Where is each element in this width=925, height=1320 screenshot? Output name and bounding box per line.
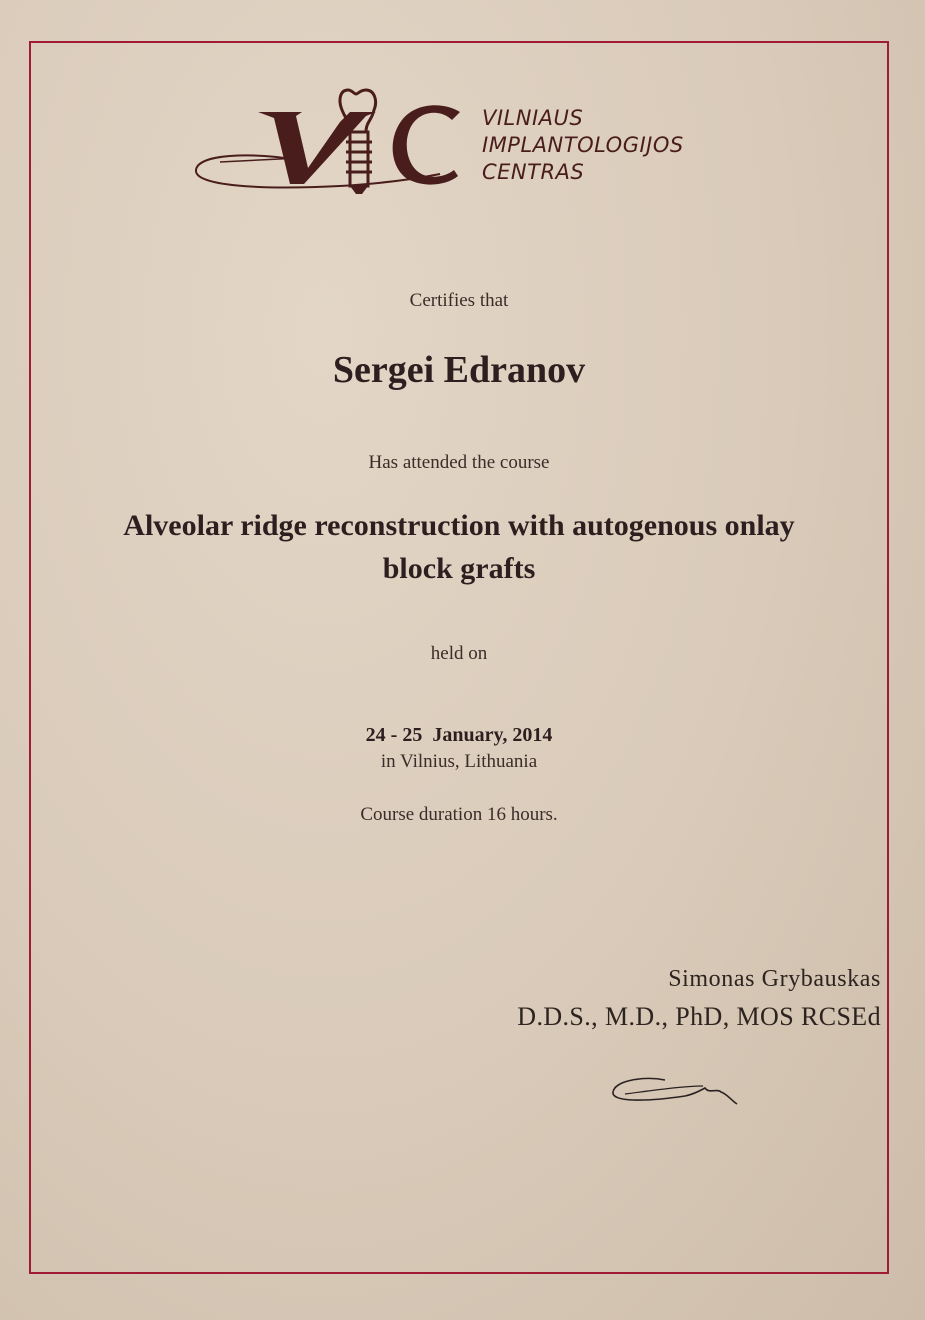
course-date: 24 - 25 January, 2014 xyxy=(365,724,553,746)
logo-wordmark xyxy=(482,105,684,186)
recipient-name: Sergei Edranov xyxy=(332,349,586,391)
certifies-label: Certifies that xyxy=(409,290,509,311)
tooth-implant-icon xyxy=(340,90,376,194)
signatory-name: Simonas Grybauskas xyxy=(668,966,881,992)
logo-line: IMPLANTOLOGIJOS xyxy=(482,133,684,157)
held-on-label: held on xyxy=(430,643,488,664)
handwritten-signature xyxy=(605,1072,745,1112)
logo-line: VILNIAUS xyxy=(482,106,584,130)
logo-line: CENTRAS xyxy=(482,160,585,184)
course-title-line1: Alveolar ridge reconstruction with autogenous onlay xyxy=(123,509,795,542)
course-title-line2: block grafts xyxy=(382,552,536,585)
course-location: in Vilnius, Lithuania xyxy=(380,751,538,772)
course-duration: Course duration 16 hours. xyxy=(360,804,558,825)
logo-letter-c xyxy=(393,105,460,184)
signatory-title: D.D.S., M.D., PhD, MOS RCSEd xyxy=(517,1002,881,1031)
attended-label: Has attended the course xyxy=(368,452,550,473)
